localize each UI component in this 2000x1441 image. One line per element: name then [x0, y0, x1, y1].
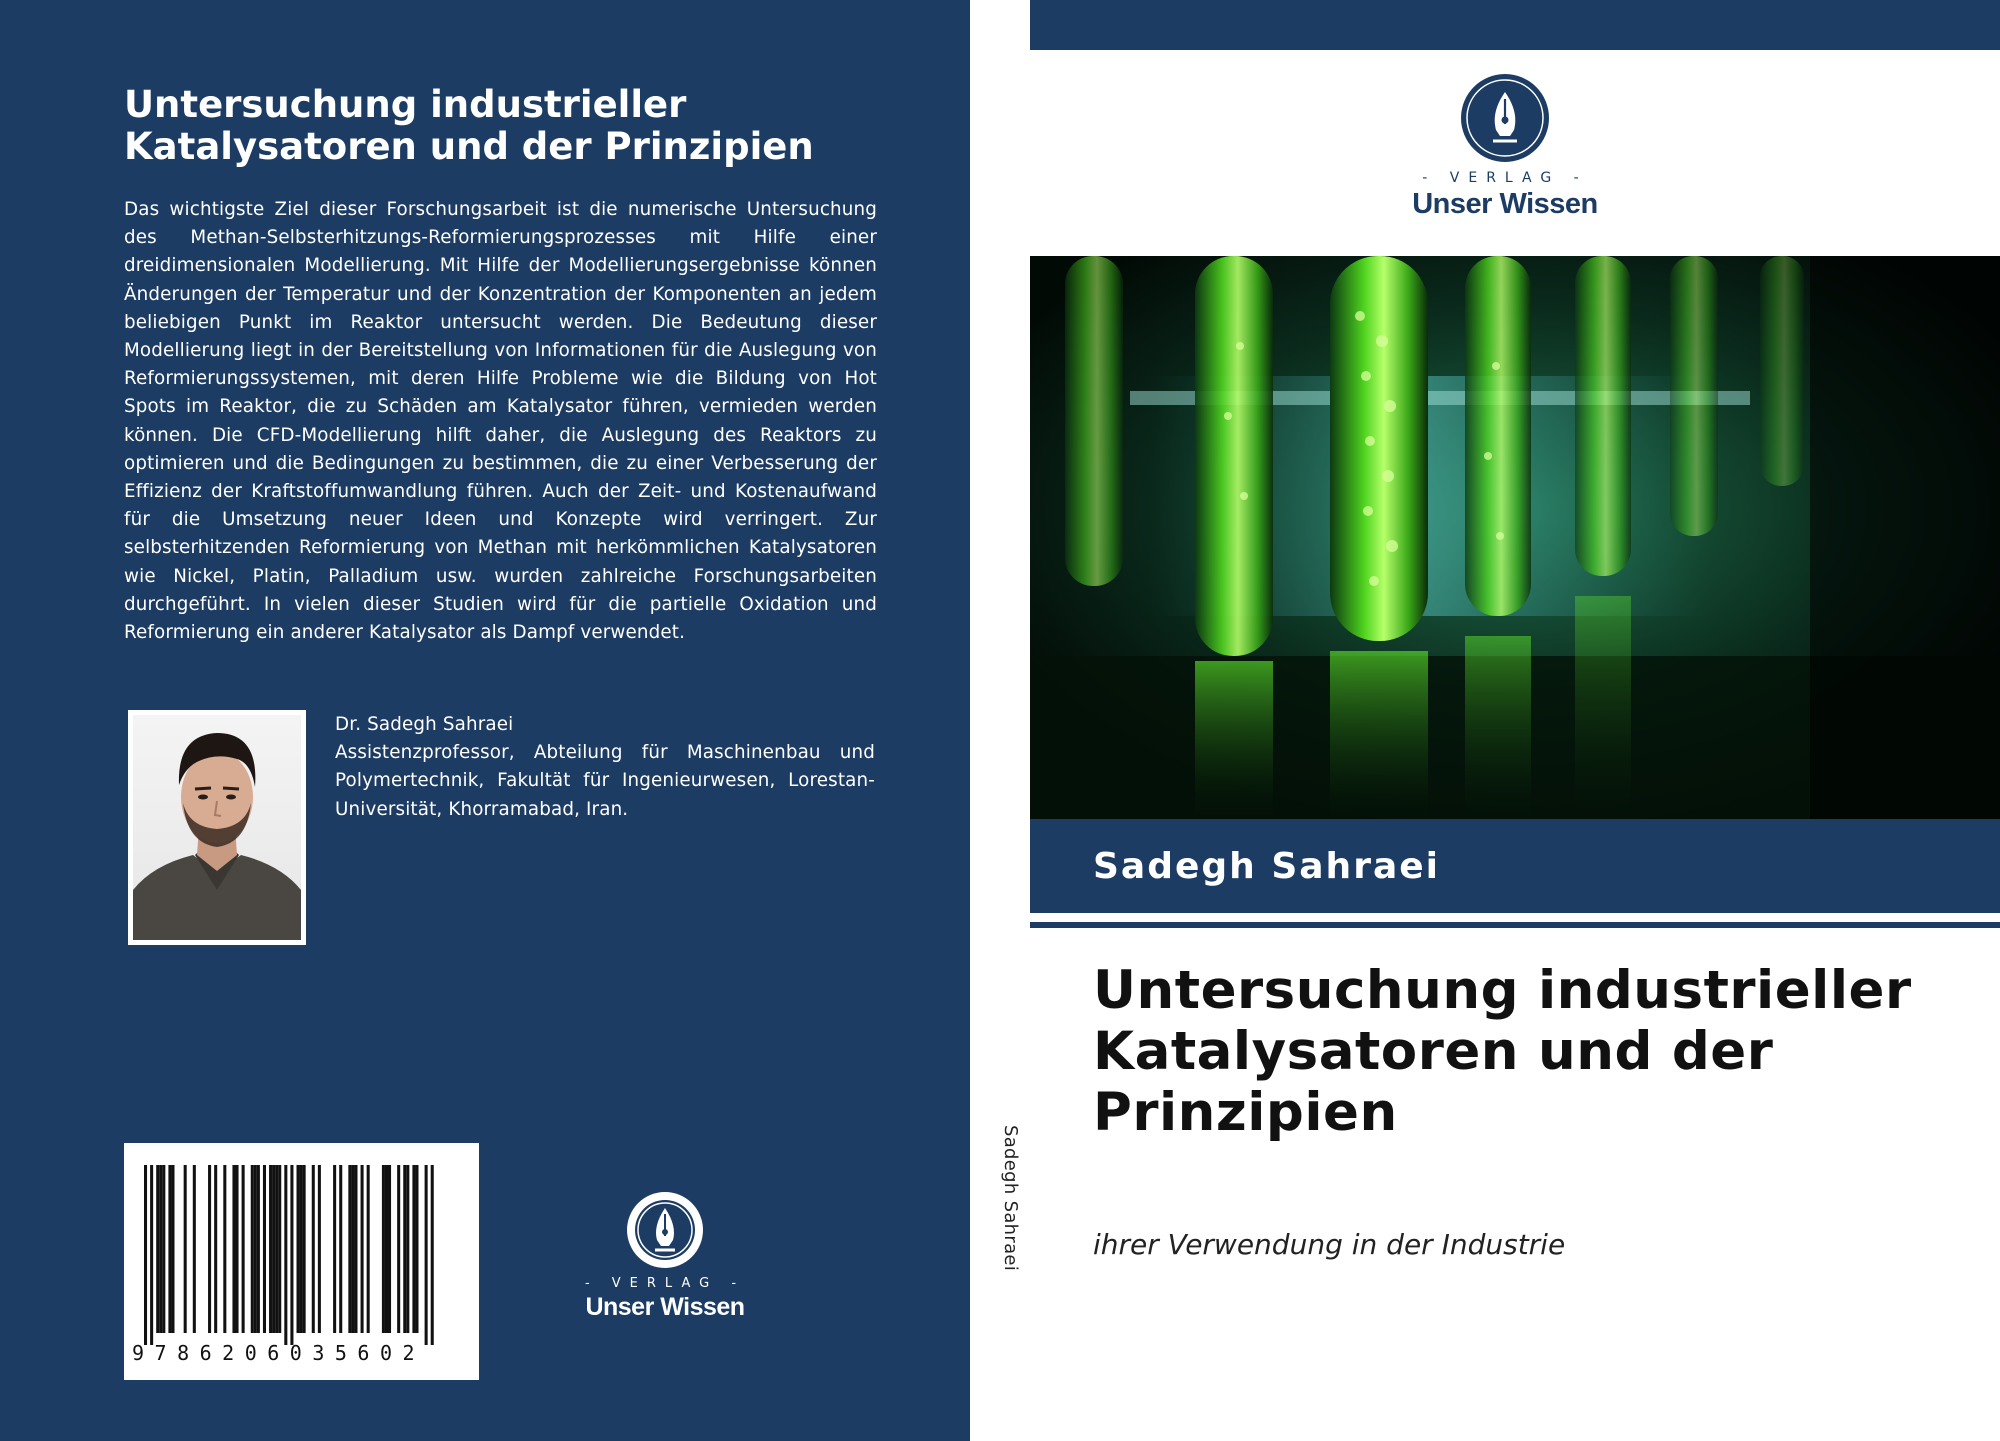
barcode-bar	[184, 1165, 187, 1333]
barcode-bar	[171, 1165, 174, 1333]
green-test-tubes-photo	[1030, 256, 2000, 819]
barcode-bar	[290, 1165, 293, 1345]
barcode-bar	[242, 1165, 245, 1333]
isbn-barcode	[124, 1143, 479, 1380]
barcode-bar	[354, 1165, 357, 1333]
front-cover-subtitle: ihrer Verwendung in der Industrie	[1093, 1228, 1566, 1261]
barcode-bar	[382, 1165, 385, 1333]
barcode-bar	[312, 1165, 315, 1333]
barcode-bar	[284, 1165, 287, 1345]
barcode-bar	[397, 1165, 400, 1333]
front-publisher-verlag: - VERLAG -	[1422, 170, 1588, 186]
front-author-name: Sadegh Sahraei	[1093, 846, 1440, 887]
barcode-bar	[156, 1165, 159, 1333]
barcode-bar	[162, 1165, 165, 1333]
barcode-bar	[275, 1165, 278, 1333]
barcode-bar	[406, 1165, 409, 1333]
front-publisher-logo	[1390, 72, 1620, 221]
fountain-pen-nib-seal-icon	[625, 1190, 705, 1270]
barcode-bar	[251, 1165, 254, 1333]
barcode-bar	[333, 1165, 336, 1333]
barcode-bar	[144, 1165, 147, 1345]
barcode-bar	[412, 1165, 415, 1333]
barcode-bar	[272, 1165, 275, 1333]
barcode-bar	[150, 1165, 153, 1345]
barcode-bar	[361, 1165, 364, 1333]
back-publisher-verlag: - VERLAG -	[584, 1276, 746, 1291]
back-publisher-name: Unser Wissen	[585, 1293, 745, 1321]
barcode-bar	[300, 1165, 303, 1333]
author-photo	[128, 710, 306, 945]
barcode-bar	[415, 1165, 418, 1333]
barcode-bar	[223, 1165, 226, 1333]
barcode-bar	[208, 1165, 211, 1333]
barcode-bar	[348, 1165, 351, 1333]
barcode-bar	[388, 1165, 391, 1333]
barcode-bar	[236, 1165, 239, 1333]
back-cover-blurb: Das wichtigste Ziel dieser Forschungsarbeit ist die numerische Untersuchung des Methan-Selbsterhitzungs-Reformierungsprozesses mit Hilfe einer dreidimensionalen Modellierung. Mit Hilfe der Modellierungsergebnisse können Änderungen der Temperatur und der Konzentration der Komponenten an jedem beliebigen Punkt im Reaktor untersucht werden. Die Bedeutung dieser Modellierung liegt in der Bereitstellung von Informationen für die Auslegung von Reformierungssystemen, mit deren Hilfe Probleme wie die Bildung von Hot Spots im Reaktor, die zu Schäden am Katalysator führen, vermieden werden können. Die CFD-Modellierung hilft daher, die Auslegung des Reaktors zu optimieren und die Bedingungen zu bestimmen, die zu einer Verbesserung der Effizienz der Kraftstoffumwandlung führen. Auch der Zeit- und Kostenaufwand für die Umsetzung neuer Ideen und Konzepte wird verringert. Zur selbsterhitzenden Reformierung von Methan mit herkömmlichen Katalysatoren wie Nickel, Platin, Palladium usw. wurden zahlreiche Forschungsarbeiten durchgeführt. In vielen dieser Studien wird für die partielle Oxidation und Reformierung ein anderer Katalysator als Dampf verwendet.	[124, 199, 877, 644]
front-author-band	[1030, 819, 2000, 913]
barcode-bar	[263, 1165, 266, 1333]
spine-author: Sadegh Sahraei	[1000, 1125, 1021, 1272]
back-publisher-logo	[560, 1190, 770, 1322]
cover-photo	[1030, 256, 2000, 819]
author-portrait-icon	[133, 715, 301, 940]
front-cover-title: Untersuchung industrieller Katalysatoren und der Prinzipien	[1093, 960, 1912, 1143]
isbn-number: 9786206035602	[132, 1341, 426, 1365]
author-bio-name: Dr. Sadegh Sahraei	[335, 714, 514, 735]
front-publisher-name: Unser Wissen	[1412, 188, 1598, 220]
barcode-bar	[193, 1165, 196, 1333]
barcode-bar	[269, 1165, 272, 1333]
barcode-bar	[168, 1165, 171, 1333]
barcode-bar	[254, 1165, 257, 1333]
back-cover-title: Untersuchung industrieller Katalysatoren und der Prinzipien	[124, 83, 814, 168]
barcode-bar	[214, 1165, 217, 1333]
barcode-bar	[431, 1165, 434, 1345]
fountain-pen-nib-seal-icon	[1459, 72, 1551, 164]
author-bio-text: Assistenzprofessor, Abteilung für Maschinenbau und Polymertechnik, Fakultät für Ingenieurwesen, Lorestan-Universität, Khorramabad, Iran.	[335, 742, 875, 820]
barcode-bar	[257, 1165, 260, 1333]
barcode-bar	[297, 1165, 300, 1333]
barcode-bar	[339, 1165, 342, 1333]
barcode-bar	[303, 1165, 306, 1333]
barcode-bar	[425, 1165, 428, 1345]
back-cover	[0, 0, 970, 1441]
barcode-bar	[385, 1165, 388, 1333]
front-divider-line	[1030, 922, 2000, 928]
front-top-band	[1030, 0, 2000, 50]
barcode-bar	[403, 1165, 406, 1333]
barcode-bar	[232, 1165, 235, 1333]
author-bio-block	[335, 711, 875, 824]
barcode-bar	[367, 1165, 370, 1333]
barcode-bar	[159, 1165, 162, 1333]
barcode-bar	[318, 1165, 321, 1333]
barcode-bar	[351, 1165, 354, 1333]
barcode-bar	[278, 1165, 281, 1333]
